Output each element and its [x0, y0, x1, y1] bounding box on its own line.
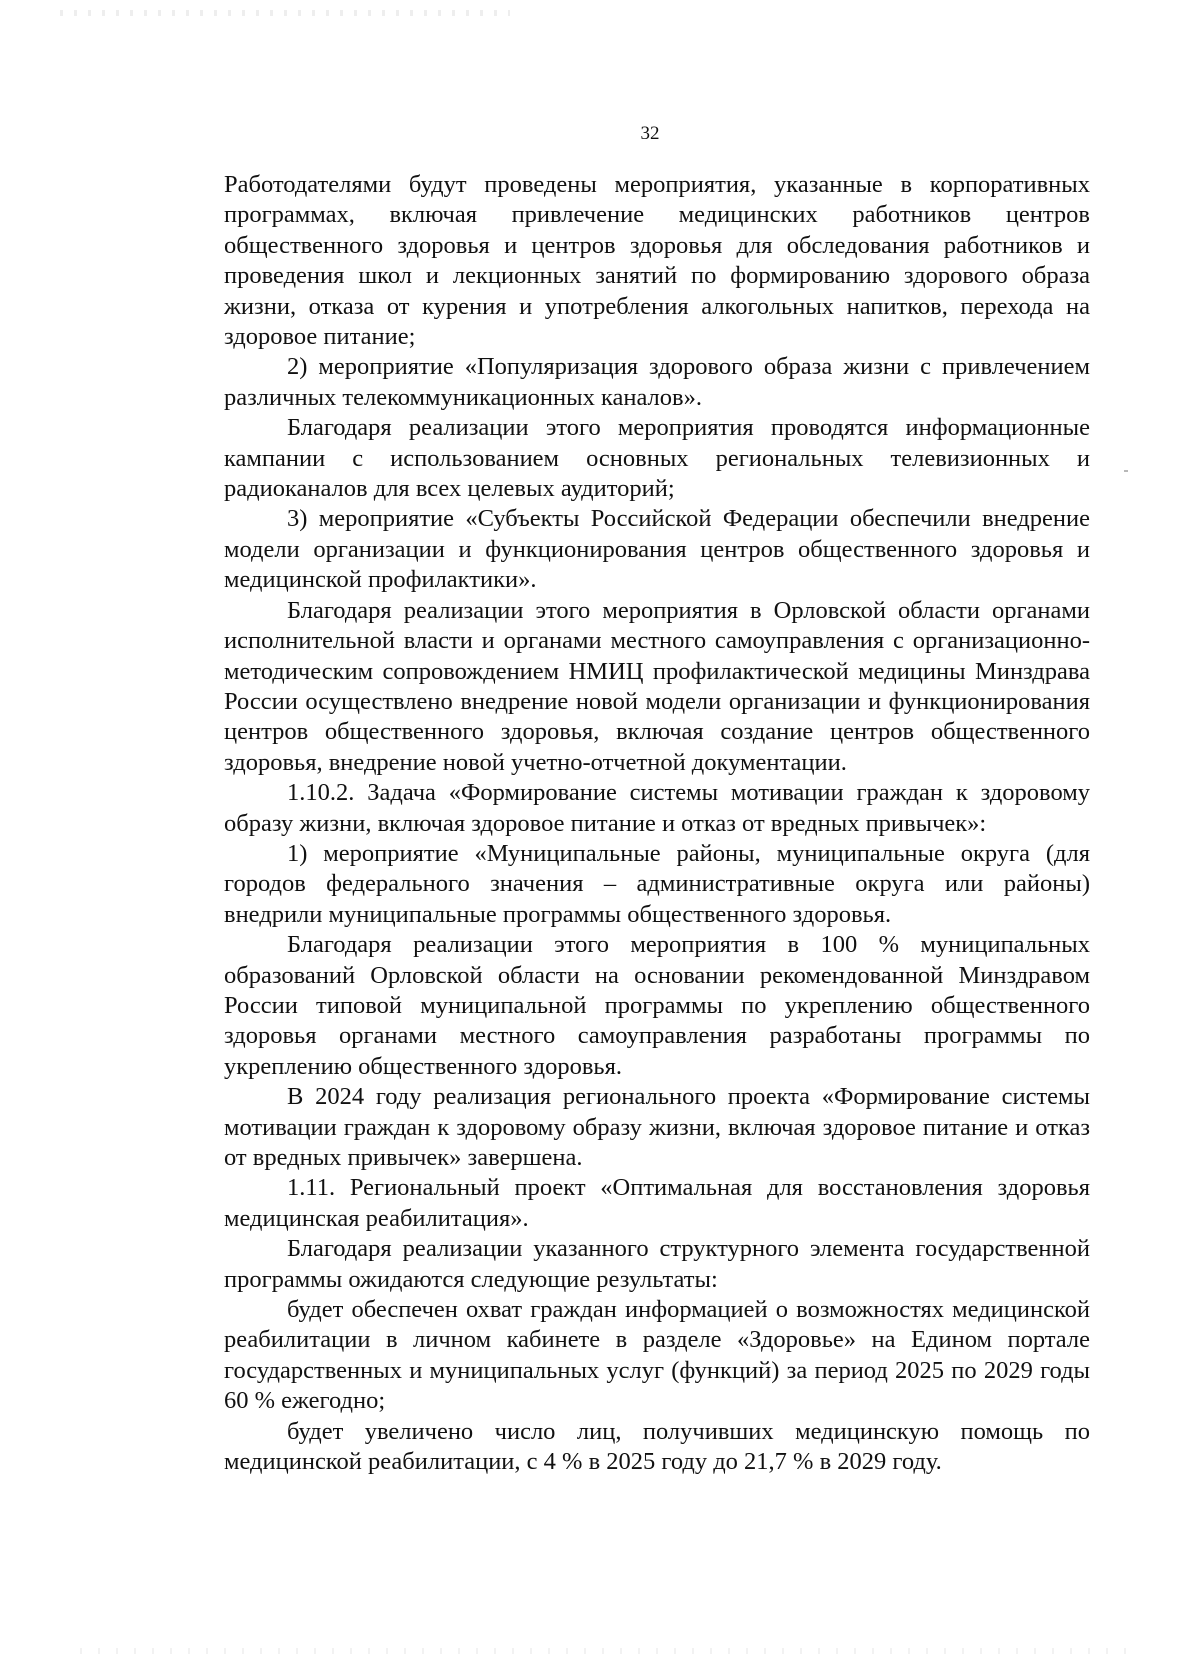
paragraph-measure-3: 3) мероприятие «Субъекты Российской Федерации обеспечили внедрение модели организации и функционирования центров общественного здоровья и медицинской профилактики».	[224, 505, 1090, 594]
paragraph-employers-measures: Работодателями будут проведены мероприятия, указанные в корпоративных программах, включая привлечение медицинских работников центров общественного здоровья и центров здоровья для обследования работников и проведения школ и лекционных занятий по формированию здорового образа жизни, отказа от курения и употребления алкогольных напитков, перехода на здоровое питание;	[224, 171, 1090, 351]
paragraph-expected-results: Благодаря реализации указанного структурного элемента государственной программы ожидаются следующие результаты:	[224, 1235, 1090, 1293]
paragraph-result-coverage: будет обеспечен охват граждан информацией о возможностях медицинской реабилитации в личном кабинете в разделе «Здоровье» на Едином портале государственных и муниципальных услуг (функций) за период 2025 по 2029 годы 60 % ежегодно;	[224, 1296, 1090, 1415]
paragraph-task-1-10-2: 1.10.2. Задача «Формирование системы мотивации граждан к здоровому образу жизни, включая здоровое питание и отказ от вредных привычек»:	[224, 779, 1090, 837]
scan-artifact-top	[60, 10, 510, 16]
document-body	[224, 170, 1090, 1477]
page-number: 32	[640, 123, 660, 144]
paragraph-municipal-programs: Благодаря реализации этого мероприятия в 100 % муниципальных образований Орловской области на основании рекомендованной Минздравом России типовой муниципальной программы по укреплению общественного здоровья органами местного самоуправления разработаны программы по укреплению общественного здоровья.	[224, 931, 1090, 1080]
paragraph-info-campaigns: Благодаря реализации этого мероприятия проводятся информационные кампании с использованием основных региональных телевизионных и радиоканалов для всех целевых аудиторий;	[224, 414, 1090, 503]
paragraph-result-increase: будет увеличено число лиц, получивших медицинскую помощь по медицинской реабилитации, с 4 % в 2025 году до 21,7 % в 2029 году.	[224, 1417, 1090, 1476]
paragraph-measure-2: 2) мероприятие «Популяризация здорового образа жизни с привлечением различных телекоммуникационных каналов».	[224, 353, 1090, 411]
paragraph-project-1-11: 1.11. Региональный проект «Оптимальная для восстановления здоровья медицинская реабилитация».	[224, 1174, 1090, 1232]
scan-artifact-bottom	[80, 1648, 1140, 1654]
paragraph-municipal-measure-1: 1) мероприятие «Муниципальные районы, муниципальные округа (для городов федерального значения – административные округа или районы) внедрили муниципальные программы общественного здоровья.	[224, 839, 1090, 928]
scan-artifact-dot	[1124, 470, 1128, 472]
paragraph-project-completed-2024: В 2024 году реализация регионального проекта «Формирование системы мотивации граждан к здоровому образу жизни, включая здоровое питание и отказ от вредных привычек» завершена.	[224, 1083, 1090, 1171]
paragraph-orel-implementation: Благодаря реализации этого мероприятия в Орловской области органами исполнительной власти и органами местного самоуправления с организационно-методическим сопровождением НМИЦ профилактической медицины Минздрава России осуществлено внедрение новой модели организации и функционирования центров общественного здоровья, включая создание центров общественного здоровья, внедрение новой учетно-отчетной документации.	[224, 596, 1090, 776]
